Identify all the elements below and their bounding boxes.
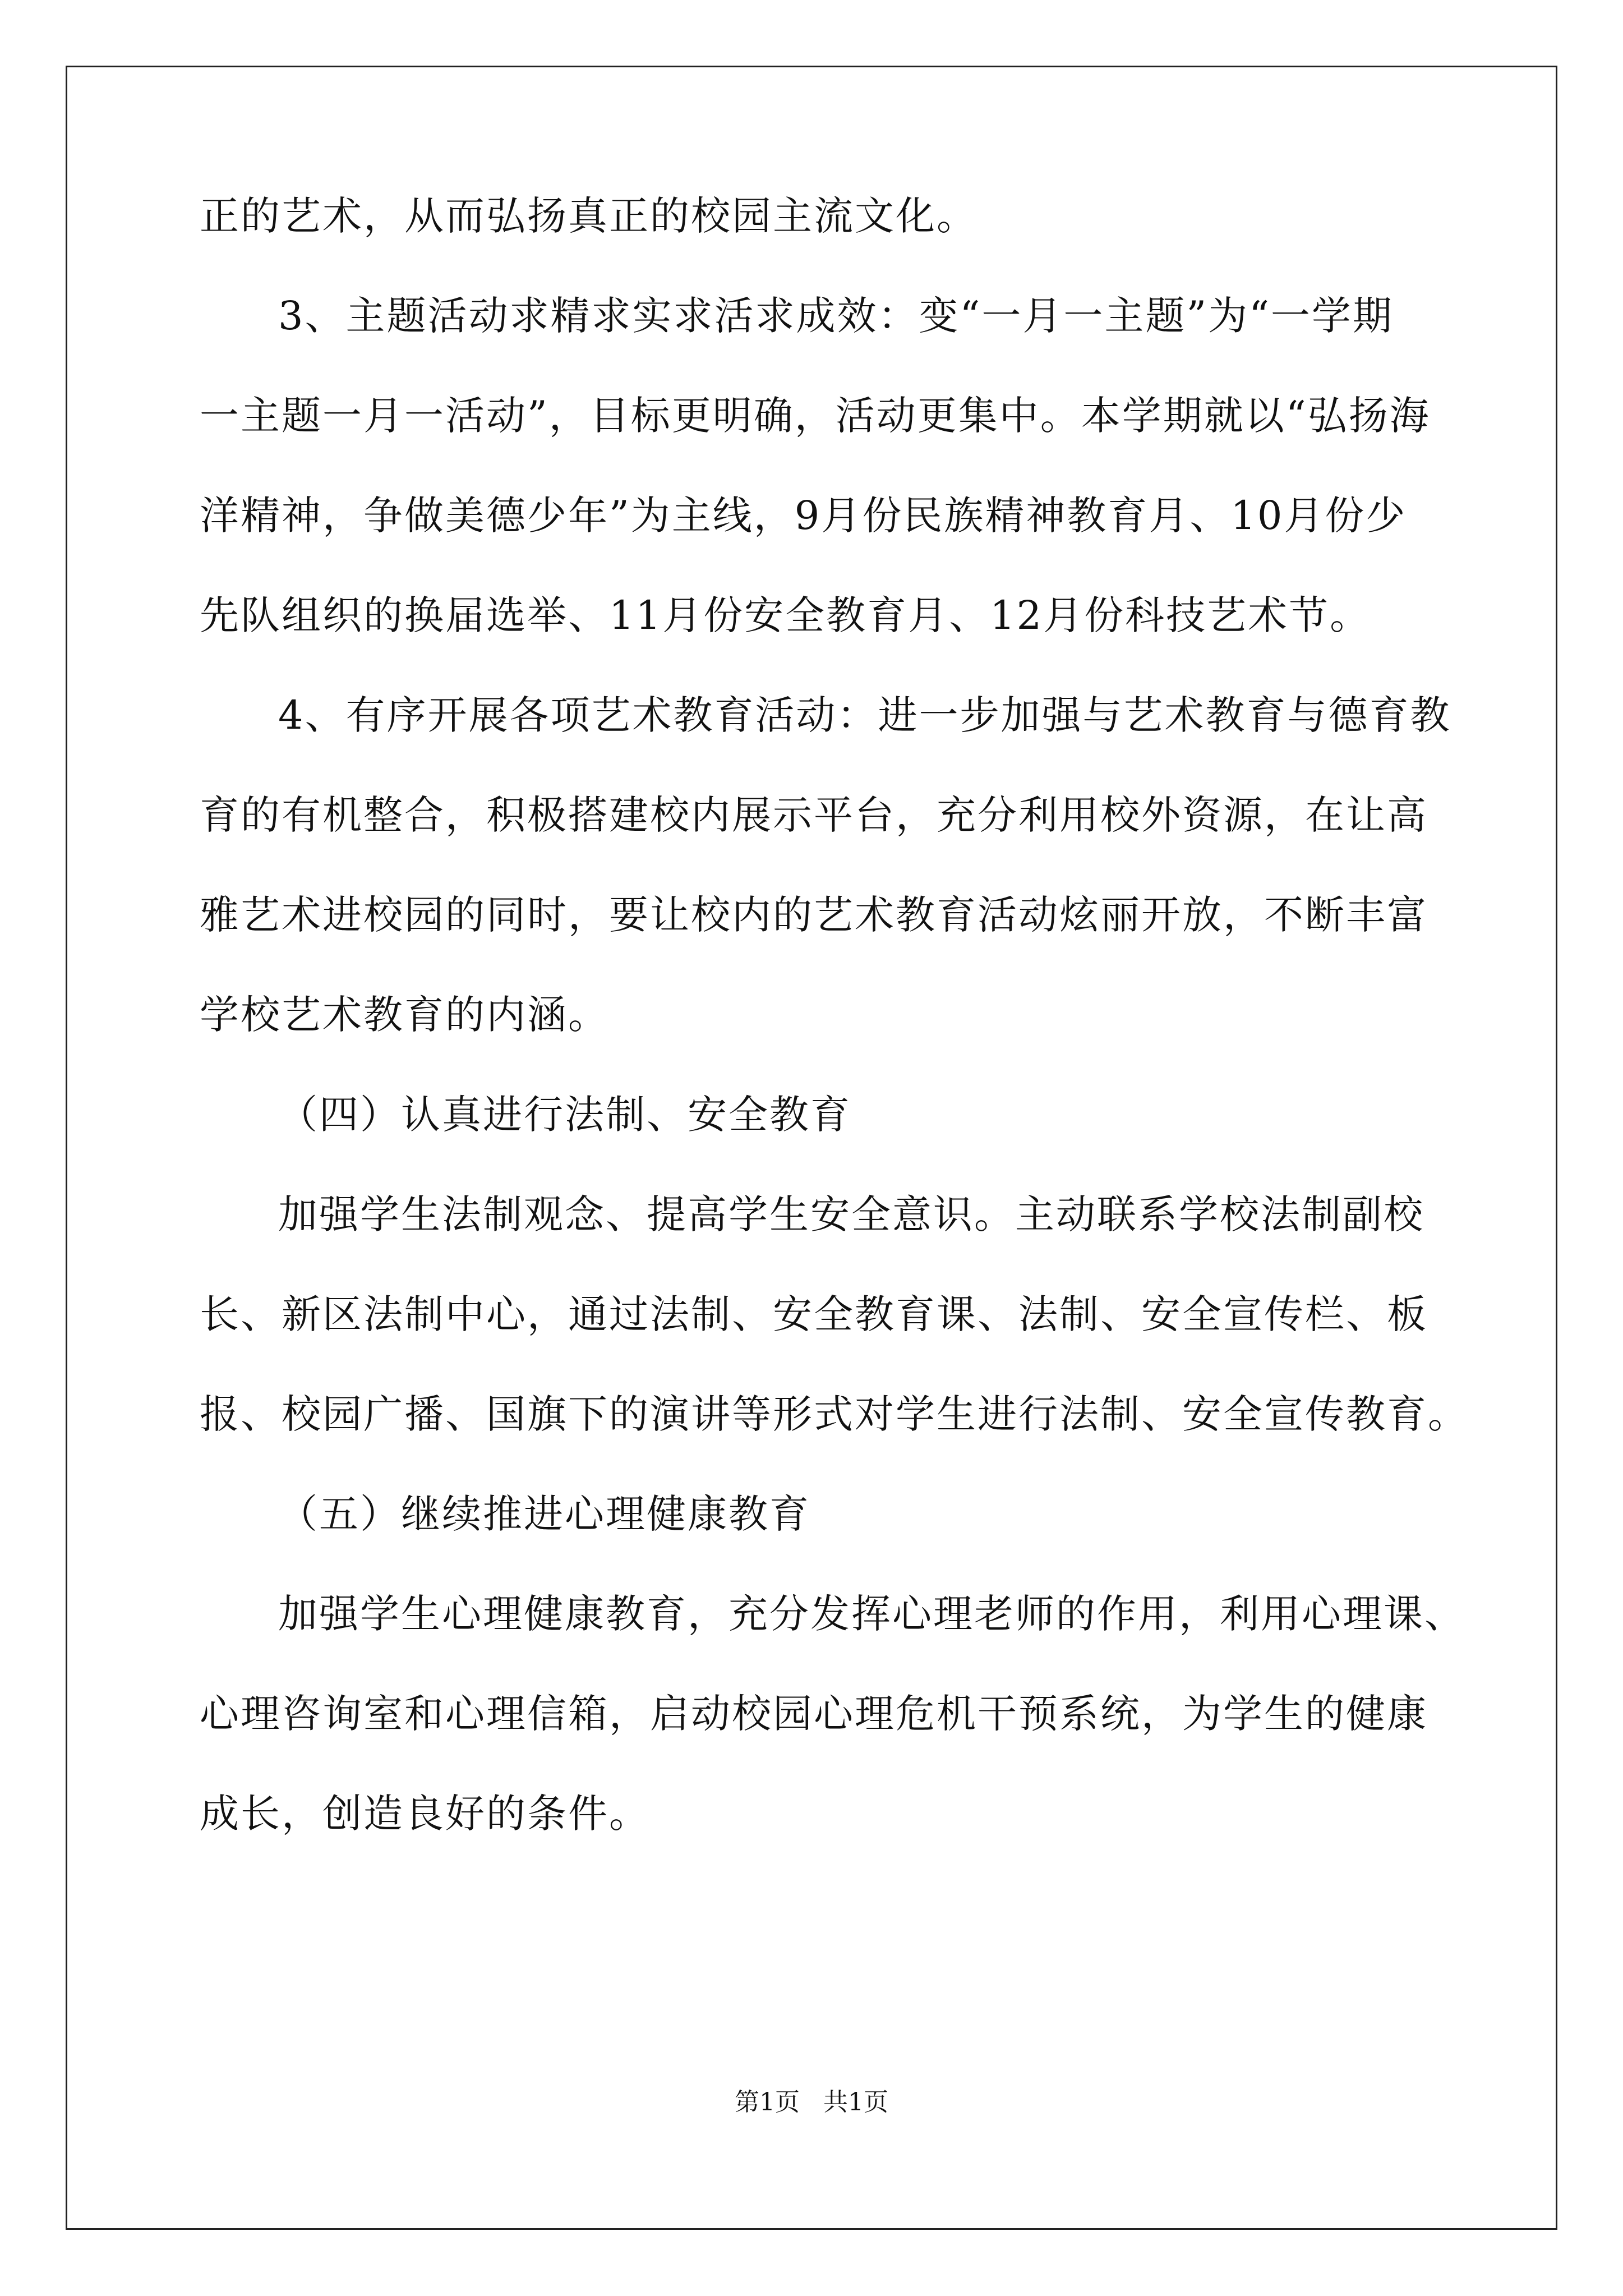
paragraph-line: 3、主题活动求精求实求活求成效：变“一月一主题”为“一学期 xyxy=(278,293,1394,339)
paragraph-line: 洋精神，争做美德少年”为主线，9月份民族精神教育月、10月份少 xyxy=(200,493,1407,539)
paragraph-line: 先队组织的换届选举、11月份安全教育月、12月份科技艺术节。 xyxy=(200,592,1371,638)
paragraph-line: 加强学生心理健康教育，充分发挥心理老师的作用，利用心理课、 xyxy=(278,1591,1465,1637)
paragraph-line: 学校艺术教育的内涵。 xyxy=(200,992,609,1038)
paragraph-line: 心理咨询室和心理信箱，启动校园心理危机干预系统，为学生的健康 xyxy=(200,1691,1428,1737)
paragraph-line: 长、新区法制中心，通过法制、安全教育课、法制、安全宣传栏、板 xyxy=(200,1291,1428,1337)
page-footer: 第1页 共1页 xyxy=(735,2088,888,2116)
paragraph-line: 育的有机整合，积极搭建校内展示平台，充分利用校外资源，在让高 xyxy=(200,792,1428,838)
section-heading: （五）继续推进心理健康教育 xyxy=(278,1491,810,1537)
paragraph-line: 一主题一月一活动”，目标更明确，活动更集中。本学期就以“弘扬海 xyxy=(200,393,1431,439)
paragraph-line: 加强学生法制观念、提高学生安全意识。主动联系学校法制副校 xyxy=(278,1191,1424,1237)
section-heading: （四）认真进行法制、安全教育 xyxy=(278,1092,851,1138)
paragraph-line: 正的艺术，从而弘扬真正的校园主流文化。 xyxy=(200,193,978,239)
paragraph-line: 成长，创造良好的条件。 xyxy=(200,1791,650,1837)
paragraph-line: 报、校园广播、国旗下的演讲等形式对学生进行法制、安全宣传教育。 xyxy=(200,1391,1469,1437)
paragraph-line: 4、有序开展各项艺术教育活动：进一步加强与艺术教育与德育教 xyxy=(278,692,1451,738)
paragraph-line: 雅艺术进校园的同时，要让校内的艺术教育活动炫丽开放，不断丰富 xyxy=(200,892,1428,938)
